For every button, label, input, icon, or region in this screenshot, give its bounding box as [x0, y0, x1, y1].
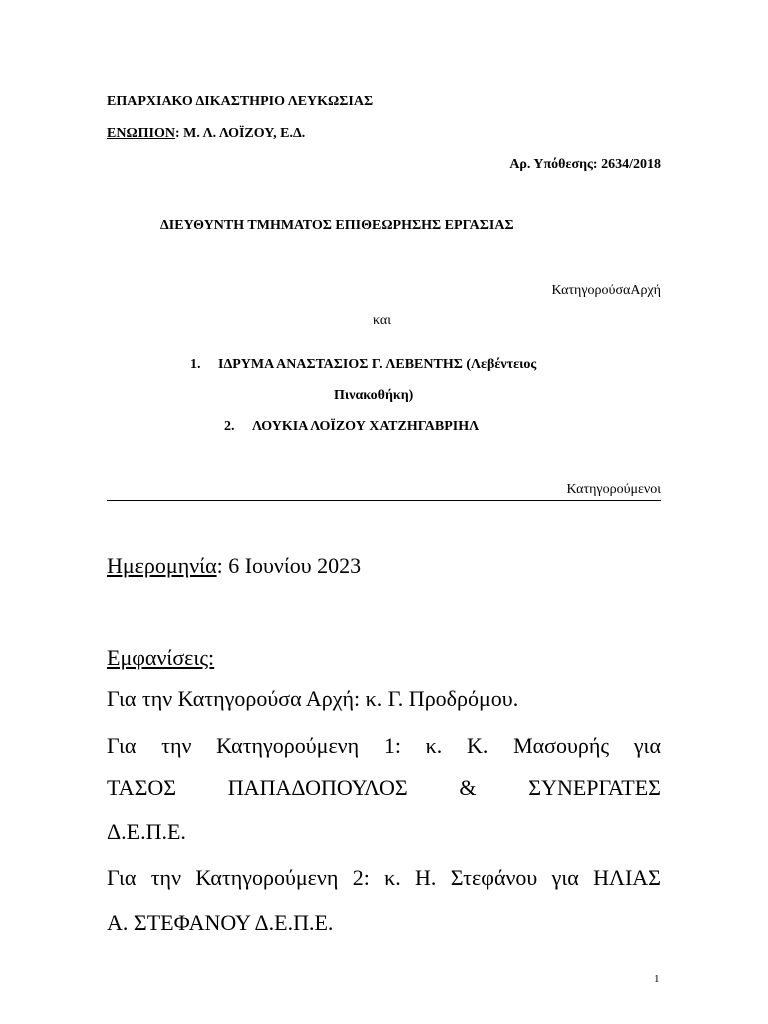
- case-number: Αρ. Υπόθεσης: 2634/2018: [509, 157, 661, 172]
- prosecutor-name: ΔΙΕΥΘΥΝΤΗ ΤΜΗΜΑΤΟΣ ΕΠΙΘΕΩΡΗΣΗΣ ΕΡΓΑΣΙΑΣ: [160, 218, 514, 233]
- defendants-role: Κατηγορούμενοι: [566, 482, 661, 497]
- appearance-defendant2-line1: Για την Κατηγορούμενη 2: κ. Η. Στεφάνου για ΗΛΙΑΣ: [107, 865, 661, 890]
- appearance-defendant1-line2: ΤΑΣΟΣ ΠΑΠΑΔΟΠΟΥΛΟΣ & ΣΥΝΕΡΓΑΤΕΣ: [107, 775, 661, 800]
- appearances-title: Εμφανίσεις:: [107, 645, 215, 670]
- date-label: Ημερομηνία: [107, 553, 217, 578]
- prosecutor-role: ΚατηγορούσαΑρχή: [551, 283, 661, 298]
- appearance-defendant1-line1: Για την Κατηγορούμενη 1: κ. Κ. Μασουρής για: [107, 733, 661, 758]
- appearance-prosecution: Για την Κατηγορούσα Αρχή: κ. Γ. Προδρόμου.: [107, 686, 519, 711]
- defendant-2-number: 2.: [224, 419, 235, 434]
- before-label: ΕΝΩΠΙΟΝ: [107, 126, 175, 141]
- before-judge: [107, 126, 305, 142]
- defendant-1-name-line1: ΙΔΡΥΜΑ ΑΝΑΣΤΑΣΙΟΣ Γ. ΛΕΒΕΝΤΗΣ (Λεβέντειος: [218, 357, 537, 372]
- defendant-1-name-line2: Πινακοθήκη): [334, 388, 414, 403]
- defendant-2-name: ΛΟΥΚΙΑ ΛΟΪΖΟΥ ΧΑΤΖΗΓΑΒΡΙΗΛ: [252, 419, 480, 434]
- appearance-defendant2-line2: Α. ΣΤΕΦΑΝΟΥ Δ.Ε.Π.Ε.: [107, 910, 334, 935]
- judgment-date: [107, 553, 361, 579]
- appearance-defendant1-line3: Δ.Ε.Π.Ε.: [107, 819, 186, 844]
- separator-rule: [107, 500, 661, 501]
- and-word: και: [373, 313, 392, 328]
- page-number: 1: [654, 973, 660, 985]
- before-value: : Μ. Λ. ΛΟΪΖΟΥ, Ε.Δ.: [175, 126, 306, 141]
- court-name: ΕΠΑΡΧΙΑΚΟ ΔΙΚΑΣΤΗΡΙΟ ΛΕΥΚΩΣΙΑΣ: [107, 94, 374, 109]
- date-value: : 6 Ιουνίου 2023: [216, 553, 362, 578]
- defendant-1-number: 1.: [190, 357, 201, 372]
